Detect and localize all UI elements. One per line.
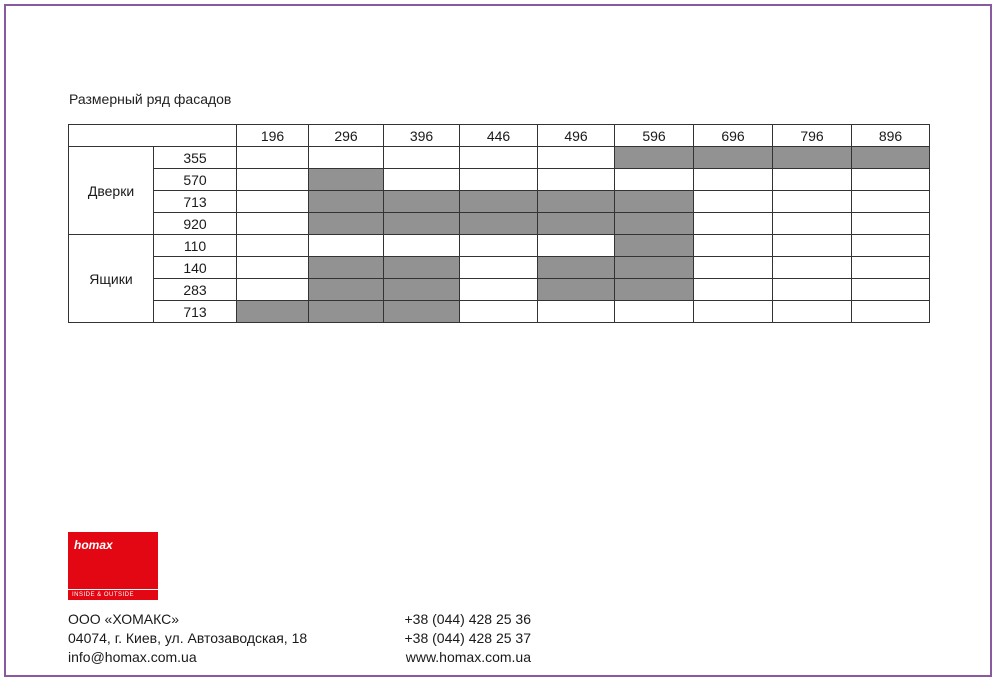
empty-size-cell <box>309 147 384 169</box>
empty-size-cell <box>460 235 538 257</box>
empty-size-cell <box>615 169 694 191</box>
empty-size-cell <box>538 301 615 323</box>
empty-size-cell <box>384 235 460 257</box>
empty-size-cell <box>237 235 309 257</box>
available-size-cell <box>538 191 615 213</box>
height-cell: 713 <box>154 301 237 323</box>
available-size-cell <box>460 213 538 235</box>
table-row <box>69 235 930 257</box>
empty-size-cell <box>773 235 852 257</box>
height-cell: 920 <box>154 213 237 235</box>
empty-size-cell <box>773 257 852 279</box>
group-label-cell: Ящики <box>69 235 154 323</box>
empty-size-cell <box>538 169 615 191</box>
empty-size-cell <box>773 279 852 301</box>
phone-2: +38 (044) 428 25 37 <box>404 630 531 646</box>
facade-size-table <box>68 124 930 323</box>
available-size-cell <box>538 213 615 235</box>
width-header-cell: 496 <box>538 125 615 147</box>
available-size-cell <box>460 191 538 213</box>
available-size-cell <box>615 279 694 301</box>
empty-size-cell <box>694 301 773 323</box>
available-size-cell <box>309 279 384 301</box>
empty-size-cell <box>237 213 309 235</box>
group-label-cell: Дверки <box>69 147 154 235</box>
empty-size-cell <box>694 213 773 235</box>
available-size-cell <box>384 257 460 279</box>
empty-size-cell <box>237 257 309 279</box>
table-row <box>69 191 930 213</box>
empty-size-cell <box>852 257 930 279</box>
company-name: ООО «ХОМАКС» <box>68 611 180 627</box>
available-size-cell <box>384 213 460 235</box>
table-row <box>69 213 930 235</box>
height-cell: 570 <box>154 169 237 191</box>
company-email[interactable]: info@homax.com.ua <box>68 649 197 665</box>
empty-size-cell <box>773 213 852 235</box>
height-cell: 110 <box>154 235 237 257</box>
empty-size-cell <box>384 147 460 169</box>
available-size-cell <box>384 191 460 213</box>
empty-size-cell <box>460 301 538 323</box>
table-row <box>69 279 930 301</box>
available-size-cell <box>615 147 694 169</box>
available-size-cell <box>615 235 694 257</box>
empty-size-cell <box>237 169 309 191</box>
width-header-cell: 796 <box>773 125 852 147</box>
phone-1: +38 (044) 428 25 36 <box>404 611 531 627</box>
empty-size-cell <box>538 235 615 257</box>
table-row <box>69 169 930 191</box>
empty-size-cell <box>694 257 773 279</box>
empty-size-cell <box>694 279 773 301</box>
empty-size-cell <box>694 235 773 257</box>
available-size-cell <box>538 257 615 279</box>
empty-size-cell <box>615 301 694 323</box>
empty-size-cell <box>384 169 460 191</box>
available-size-cell <box>694 147 773 169</box>
phone-contacts <box>388 610 531 667</box>
width-header-cell: 296 <box>309 125 384 147</box>
empty-size-cell <box>852 213 930 235</box>
available-size-cell <box>615 191 694 213</box>
width-header-cell: 196 <box>237 125 309 147</box>
available-size-cell <box>309 213 384 235</box>
available-size-cell <box>852 147 930 169</box>
empty-size-cell <box>460 147 538 169</box>
company-address: 04074, г. Киев, ул. Автозаводская, 18 <box>68 630 308 646</box>
height-cell: 713 <box>154 191 237 213</box>
height-cell: 355 <box>154 147 237 169</box>
available-size-cell <box>384 301 460 323</box>
empty-size-cell <box>852 279 930 301</box>
empty-size-cell <box>694 191 773 213</box>
empty-size-cell <box>773 301 852 323</box>
logo-tagline: INSIDE & OUTSIDE <box>68 589 158 598</box>
empty-size-cell <box>237 191 309 213</box>
homax-logo <box>68 532 158 600</box>
header-row <box>69 125 930 147</box>
table-row <box>69 301 930 323</box>
table-row <box>69 257 930 279</box>
available-size-cell <box>309 301 384 323</box>
height-cell: 283 <box>154 279 237 301</box>
company-contacts <box>68 610 307 667</box>
available-size-cell <box>309 191 384 213</box>
empty-size-cell <box>460 169 538 191</box>
empty-size-cell <box>694 169 773 191</box>
width-header-cell: 446 <box>460 125 538 147</box>
width-header-cell: 596 <box>615 125 694 147</box>
width-header-cell: 396 <box>384 125 460 147</box>
empty-size-cell <box>852 235 930 257</box>
available-size-cell <box>615 213 694 235</box>
available-size-cell <box>237 301 309 323</box>
width-header-cell: 896 <box>852 125 930 147</box>
empty-size-cell <box>852 301 930 323</box>
empty-size-cell <box>460 257 538 279</box>
empty-size-cell <box>773 191 852 213</box>
table-row <box>69 147 930 169</box>
width-header-cell: 696 <box>694 125 773 147</box>
header-corner-cell <box>69 125 237 147</box>
empty-size-cell <box>852 169 930 191</box>
empty-size-cell <box>237 279 309 301</box>
empty-size-cell <box>852 191 930 213</box>
available-size-cell <box>773 147 852 169</box>
available-size-cell <box>309 257 384 279</box>
logo-brand: homax <box>74 538 113 552</box>
empty-size-cell <box>309 235 384 257</box>
empty-size-cell <box>538 147 615 169</box>
empty-size-cell <box>460 279 538 301</box>
empty-size-cell <box>773 169 852 191</box>
height-cell: 140 <box>154 257 237 279</box>
available-size-cell <box>384 279 460 301</box>
available-size-cell <box>309 169 384 191</box>
page-title: Размерный ряд фасадов <box>69 91 232 107</box>
company-website[interactable]: www.homax.com.ua <box>405 649 531 665</box>
available-size-cell <box>615 257 694 279</box>
available-size-cell <box>538 279 615 301</box>
empty-size-cell <box>237 147 309 169</box>
